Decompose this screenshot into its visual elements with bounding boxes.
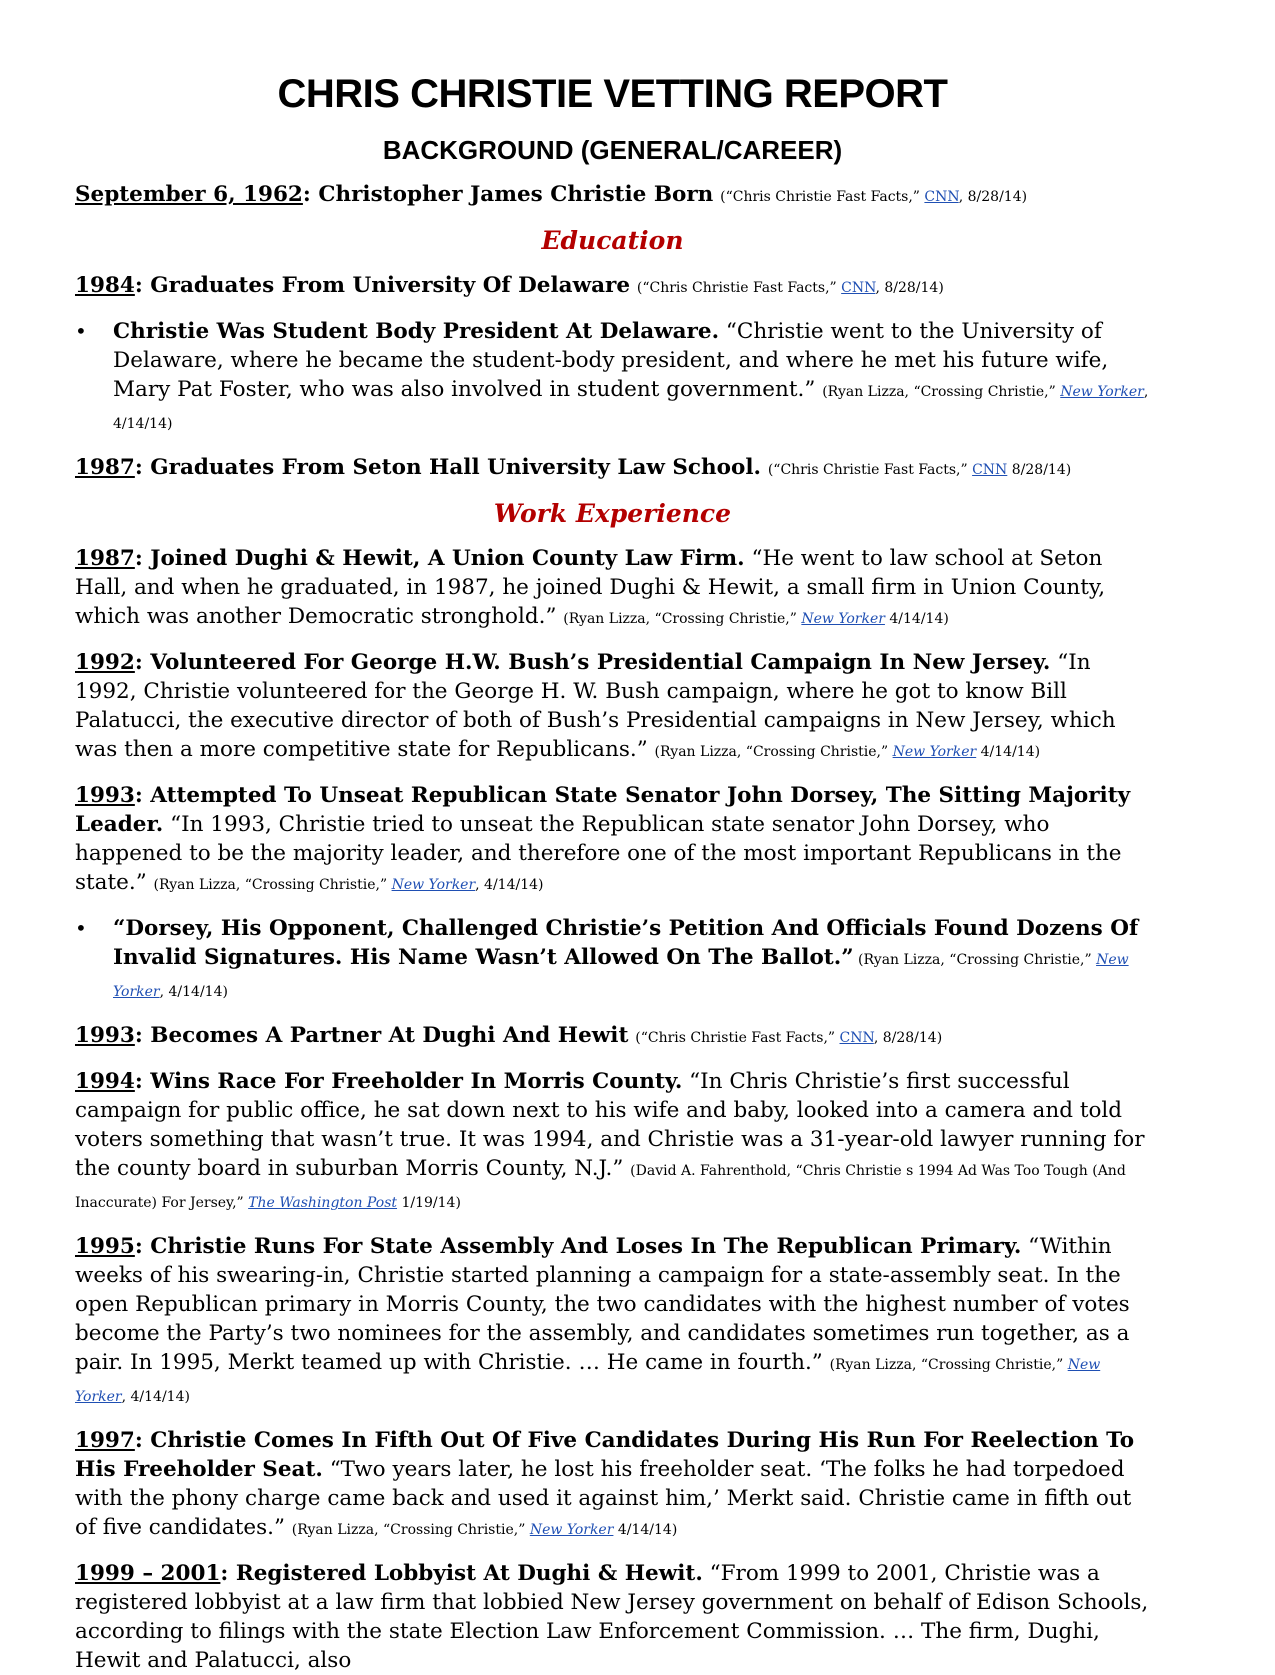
source-link[interactable]: New Yorker	[801, 611, 885, 627]
citation: (Ryan Lizza, “Crossing Christie,” New Yorker, 4/14/14)	[75, 1357, 1101, 1405]
entry-date: 1987	[75, 546, 135, 571]
entry-date: 1993	[75, 783, 135, 808]
citation: (“Chris Christie Fast Facts,” CNN, 8/28/14)	[720, 189, 1028, 205]
citation: (Ryan Lizza, “Crossing Christie,” New Yorker 4/14/14)	[654, 744, 1041, 760]
citation: (Ryan Lizza, “Crossing Christie,” New Yorker, 4/14/14)	[113, 384, 1149, 432]
entry-text: “In Chris Christie’s first successful campaign for public office, he sat down next to his wife and baby, looked into a camera and told voters something that wasn’t true. It was 1994, and Christie was a 31-year-old lawyer running for the county board in suburban Morris County, N.J.”	[75, 1069, 1145, 1181]
source-link[interactable]: New Yorker	[391, 877, 476, 893]
entry-text: “Within weeks of his swearing-in, Christie started planning a campaign for a state-assembly seat. In the open Republican primary in Morris County, the two candidates with the highest number of votes become the Party’s two nominees for the assembly, and candidates sometimes run together, as a pair. In 1995, Merkt teamed up with Christie. … He came in fourth.”	[75, 1234, 1130, 1375]
entry-text: “In 1992, Christie volunteered for the George H. W. Bush campaign, where he got to know Bill Palatucci, the executive director of both of Bush’s Presidential campaigns in New Jersey, which was then a more competitive state for Republicans.”	[75, 650, 1116, 762]
entry-1992	[75, 648, 1150, 767]
entry-headline: : Becomes A Partner At Dughi And Hewit	[134, 1023, 629, 1048]
entry-headline: : Graduates From University Of Delaware	[134, 273, 631, 298]
entry-headline: : Volunteered For George H.W. Bush’s Presidential Campaign In New Jersey.	[134, 650, 1051, 675]
source-link[interactable]: CNN	[924, 189, 959, 205]
entry-1993-partner	[75, 1021, 1150, 1053]
bullet-dorsey-challenge	[75, 914, 1150, 1007]
entry-headline: : Graduates From Seton Hall University Law School.	[134, 455, 761, 480]
bullet-headline: Christie Was Student Body President At Delaware.	[113, 319, 720, 344]
entry-headline: : Christie Comes In Fifth Out Of Five Candidates During His Run For Reelection To His Freeholder Seat.	[75, 1428, 1135, 1482]
entry-1987-dughi-hewit	[75, 544, 1150, 634]
bullet-icon: •	[75, 916, 87, 940]
source-link[interactable]: CNN	[841, 280, 876, 296]
bullet-student-body-president	[75, 317, 1150, 439]
source-link[interactable]: New Yorker	[892, 744, 977, 760]
entry-1987-law-school	[75, 453, 1150, 485]
entry-1993-dorsey	[75, 781, 1150, 900]
bullet-headline: “Dorsey, His Opponent, Challenged Christie’s Petition And Officials Found Dozens Of Invalid Signatures. His Name Wasn’t Allowed On The Ballot.”	[113, 916, 1139, 970]
section-heading-education: Education	[541, 226, 684, 255]
entry-headline: : Registered Lobbyist At Dughi & Hewit.	[220, 1561, 703, 1586]
citation: (Ryan Lizza, “Crossing Christie,” New Yorker, 4/14/14)	[153, 877, 544, 893]
entry-1997	[75, 1426, 1150, 1545]
citation: (Ryan Lizza, “Crossing Christie,” New Yorker, 4/14/14)	[113, 952, 1129, 1000]
entry-date: 1993	[75, 1023, 135, 1048]
entry-headline: : Christie Runs For State Assembly And Loses In The Republican Primary.	[134, 1234, 1022, 1259]
entry-headline: : Christopher James Christie Born	[302, 182, 714, 207]
source-link[interactable]: New Yorker	[1060, 384, 1144, 400]
citation: (David A. Fahrenthold, “Chris Christie s 1994 Ad Was Too Tough (And Inaccurate) For Jersey,” The Washington Post 1/19/14)	[75, 1163, 1126, 1211]
bullet-text: “Christie went to the University of Delaware, where he became the student-body president, and where he met his future wife, Mary Pat Foster, who was also involved in student government.”	[113, 319, 1109, 402]
entry-headline: : Attempted To Unseat Republican State Senator John Dorsey, The Sitting Majority Leader.	[75, 783, 1131, 837]
entry-date: 1997	[75, 1428, 135, 1453]
section-heading-work: Work Experience	[493, 499, 732, 528]
entry-date: 1992	[75, 650, 135, 675]
citation: (“Chris Christie Fast Facts,” CNN, 8/28/14)	[635, 1030, 943, 1046]
entry-1984	[75, 271, 1150, 303]
source-link[interactable]: New Yorker	[75, 1357, 1101, 1405]
entry-headline: : Wins Race For Freeholder In Morris County.	[134, 1069, 683, 1094]
entry-date: 1987	[75, 455, 135, 480]
source-link[interactable]: The Washington Post	[248, 1195, 398, 1211]
entry-birth	[75, 180, 1150, 212]
entry-text: “Two years later, he lost his freeholder seat. ‘The folks he had torpedoed with the phony charge came back and used it against him,’ Merkt said. Christie came in fifth out of five candidates.”	[75, 1457, 1132, 1540]
report-title: CHRIS CHRISTIE VETTING REPORT	[277, 72, 948, 116]
entry-date: 1994	[75, 1069, 135, 1094]
citation: (“Chris Christie Fast Facts,” CNN 8/28/14)	[767, 462, 1072, 478]
source-link[interactable]: CNN	[839, 1030, 874, 1046]
entry-1995	[75, 1232, 1150, 1412]
report-subtitle: BACKGROUND (GENERAL/CAREER)	[382, 135, 843, 165]
citation: (“Chris Christie Fast Facts,” CNN, 8/28/14)	[636, 280, 944, 296]
entry-1999-2001	[75, 1559, 1150, 1675]
source-link[interactable]: CNN	[972, 462, 1008, 478]
entry-1994	[75, 1067, 1150, 1218]
entry-date: 1995	[75, 1234, 135, 1259]
entry-date: 1999 – 2001	[75, 1561, 221, 1586]
source-link[interactable]: New Yorker	[529, 1522, 614, 1538]
bullet-icon: •	[75, 319, 87, 343]
entry-text: “He went to law school at Seton Hall, and when he graduated, in 1987, he joined Dughi & Hewit, a small firm in Union County, which was another Democratic stronghold.”	[75, 546, 1106, 629]
entry-text: “From 1999 to 2001, Christie was a registered lobbyist at a law firm that lobbied New Jersey government on behalf of Edison Schools, according to filings with the state Election Law Enforcement Commission. … The firm, Dughi, Hewit and Palatucci, also	[75, 1561, 1149, 1673]
citation: (Ryan Lizza, “Crossing Christie,” New Yorker 4/14/14)	[563, 611, 949, 627]
citation: (Ryan Lizza, “Crossing Christie,” New Yorker 4/14/14)	[291, 1522, 678, 1538]
entry-date: September 6, 1962	[75, 182, 303, 207]
source-link[interactable]: New Yorker	[113, 952, 1129, 1000]
entry-headline: : Joined Dughi & Hewit, A Union County Law Firm.	[134, 546, 745, 571]
entry-text: “In 1993, Christie tried to unseat the Republican state senator John Dorsey, who happened to be the majority leader, and therefore one of the most important Republicans in the state.”	[75, 812, 1122, 895]
entry-date: 1984	[75, 273, 135, 298]
